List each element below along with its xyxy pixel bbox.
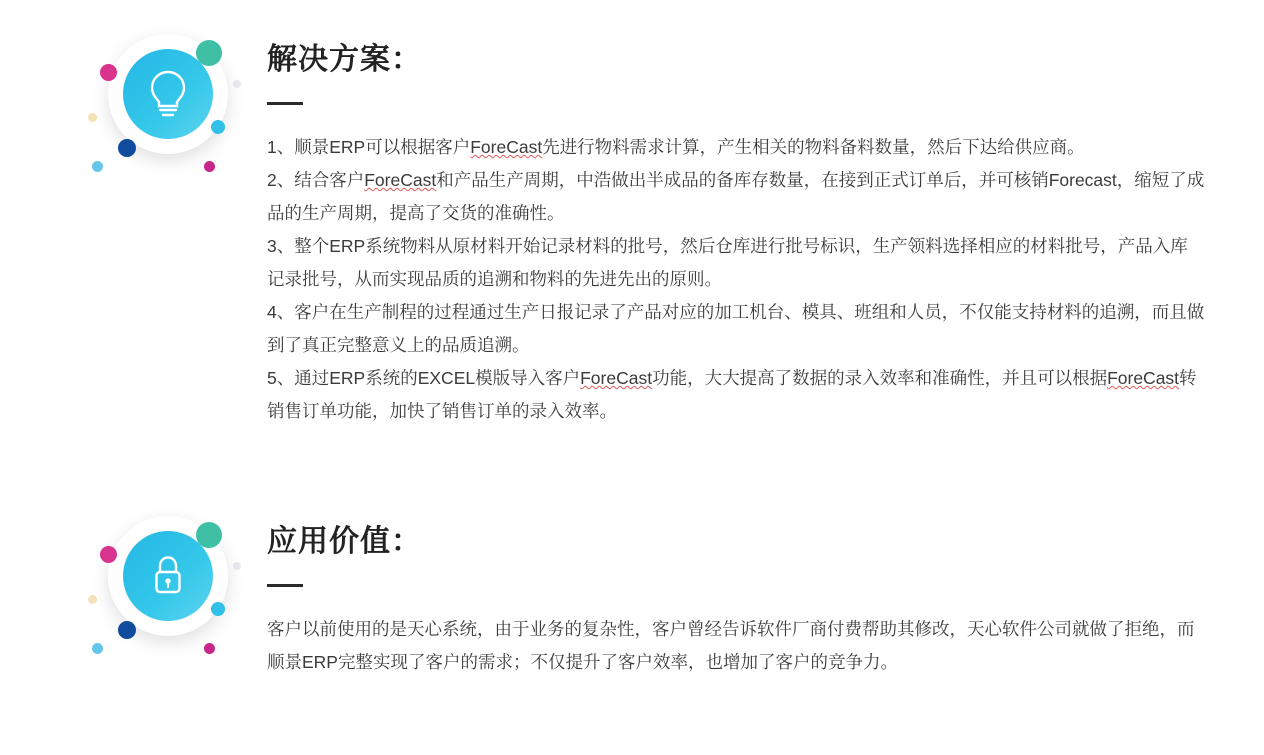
paragraph-1-lead: 1、顺景ERP可以根据客户 — [267, 137, 471, 157]
decorative-dot-cyan — [211, 120, 225, 134]
paragraph-4 — [267, 296, 1205, 362]
decorative-dot-soft — [233, 80, 241, 88]
lightbulb-icon — [123, 49, 213, 139]
paragraph-2-lead: 2、结合客户 — [267, 170, 365, 190]
paragraph-2-tail: 和产品生产周期，中浩做出半成品的备库存数量，在接到正式订单后，并可核销Forecast，缩短了成品的生产周期，提高了交货的准确性。 — [267, 170, 1205, 223]
paragraph-2-term: ForeCast — [364, 170, 437, 190]
decorative-dot-cream — [88, 595, 97, 604]
paragraph-1-lead: 客户以前使用的是天心系统，由于业务的复杂性，客户曾经告诉软件厂商付费帮助其修改，天心软件公司就做了拒绝，而顺景ERP完整实现了客户的需求；不仅提升了客户效率，也增加了客户的竞争力。 — [267, 619, 1195, 672]
heading-rule — [267, 584, 303, 587]
decorative-dot-navy — [118, 139, 136, 157]
solution-content — [267, 42, 1205, 428]
decorative-dot-cyan — [211, 602, 225, 616]
icon-cluster-value — [78, 498, 248, 668]
paragraph-2 — [267, 164, 1205, 230]
page-title-value: 应用价值： — [267, 525, 422, 558]
page-title-solution: 解决方案： — [267, 43, 422, 76]
paragraph-5-tail-2: 转销售订单功能，加快了销售订单的录入效率。 — [267, 368, 1197, 421]
paragraph-5-tail: 功能，大大提高了数据的录入效率和准确性，并且可以根据 — [652, 368, 1108, 388]
value-content — [267, 524, 1205, 679]
solution-body — [267, 131, 1205, 428]
paragraph-5-term-2: ForeCast — [1107, 368, 1180, 388]
paragraph-5-term: ForeCast — [580, 368, 653, 388]
value-body — [267, 613, 1205, 679]
paragraph-5-lead: 5、通过ERP系统的EXCEL模版导入客户 — [267, 368, 581, 388]
paragraph-1 — [267, 613, 1205, 679]
decorative-dot-magenta — [204, 643, 215, 654]
decorative-dot-magenta — [204, 161, 215, 172]
icon-cluster-solution — [78, 16, 248, 186]
paragraph-1-term: ForeCast — [470, 137, 543, 157]
decorative-dot-pink — [100, 546, 117, 563]
paragraph-4-lead: 4、客户在生产制程的过程通过生产日报记录了产品对应的加工机台、模具、班组和人员，不仅能支持材料的追溯，而且做到了真正完整意义上的品质追溯。 — [267, 302, 1205, 355]
heading-rule — [267, 102, 303, 105]
decorative-dot-pink — [100, 64, 117, 81]
decorative-dot-cream — [88, 113, 97, 122]
paragraph-1-tail: 先进行物料需求计算，产生相关的物料备料数量，然后下达给供应商。 — [542, 137, 1085, 157]
paragraph-3 — [267, 230, 1205, 296]
decorative-dot-soft — [233, 562, 241, 570]
lock-icon — [123, 531, 213, 621]
paragraph-1 — [267, 131, 1205, 164]
paragraph-5 — [267, 362, 1205, 428]
decorative-dot-blue-small — [92, 643, 103, 654]
decorative-dot-blue-small — [92, 161, 103, 172]
decorative-dot-navy — [118, 621, 136, 639]
paragraph-3-lead: 3、整个ERP系统物料从原材料开始记录材料的批号，然后仓库进行批号标识，生产领料选择相应的材料批号，产品入库记录批号，从而实现品质的追溯和物料的先进先出的原则。 — [267, 236, 1188, 289]
